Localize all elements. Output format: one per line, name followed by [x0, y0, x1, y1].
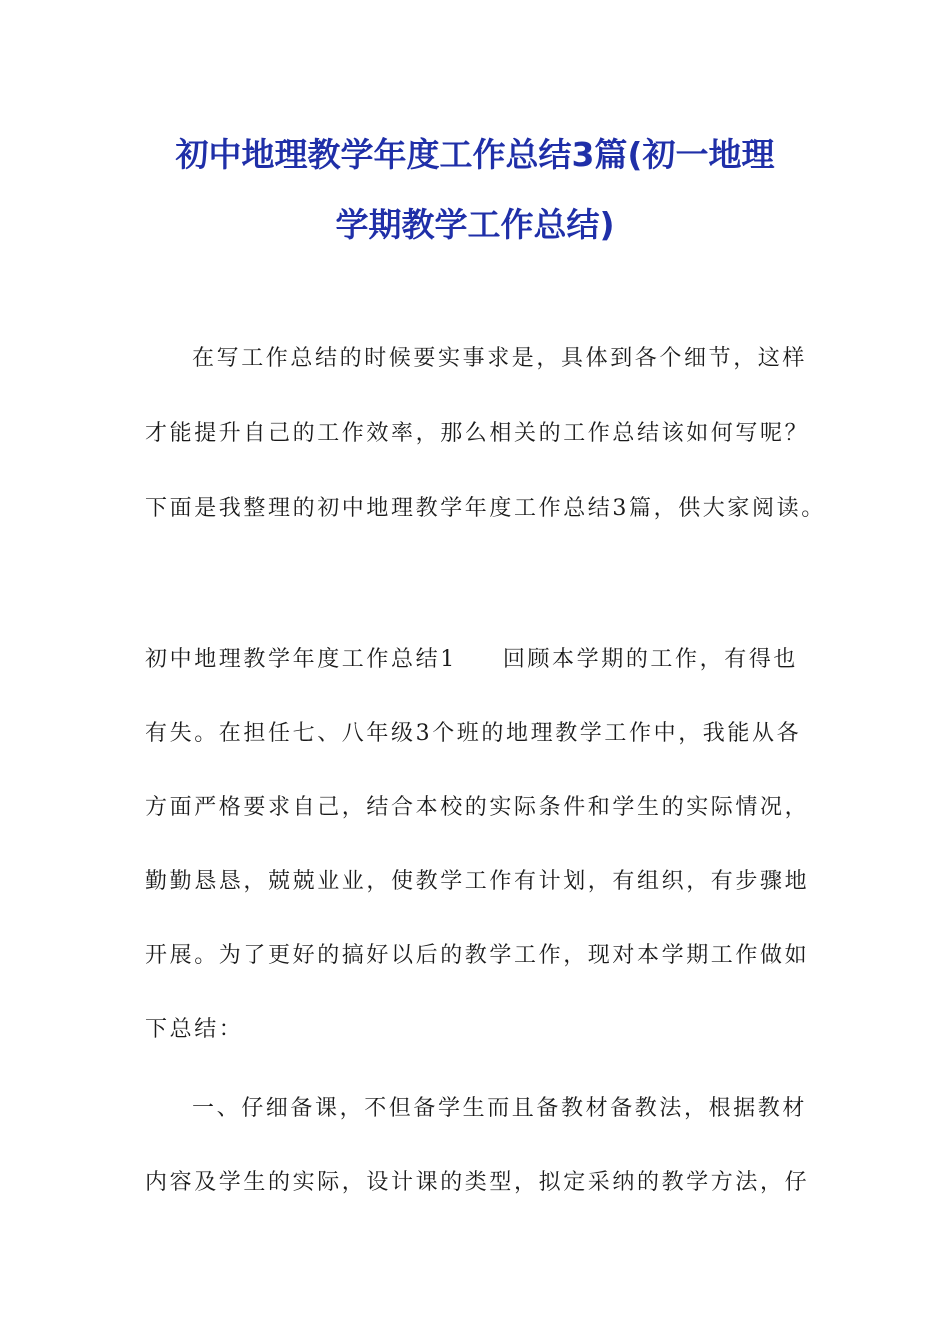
section-1-first-line-text: 回顾本学期的工作，有得也: [502, 647, 799, 672]
point-1-line-1: 一、仔细备课，不但备学生而且备教材备教法，根据教材: [192, 1096, 808, 1121]
point-1-line-2: 内容及学生的实际，设计课的类型，拟定采纳的教学方法，仔: [145, 1170, 810, 1195]
intro-paragraph-line-2: 才能提升自己的工作效率，那么相关的工作总结该如何写呢？: [145, 421, 810, 446]
section-1-heading: 初中地理教学年度工作总结1: [145, 647, 457, 672]
section-1-line-4: 勤勤恳恳，兢兢业业，使教学工作有计划，有组织，有步骤地: [145, 869, 810, 894]
section-1-line-2: 有失。在担任七、八年级3个班的地理教学工作中，我能从各: [145, 721, 802, 746]
section-1-line-3: 方面严格要求自己，结合本校的实际条件和学生的实际情况，: [145, 795, 810, 820]
intro-paragraph-line-3: 下面是我整理的初中地理教学年度工作总结3篇，供大家阅读。: [145, 496, 826, 521]
intro-paragraph-line-1: 在写工作总结的时候要实事求是，具体到各个细节，这样: [192, 346, 808, 371]
section-1-first-line: [145, 645, 805, 675]
document-title-line-2: 学期教学工作总结): [335, 205, 615, 244]
document-title-line-1: 初中地理教学年度工作总结3篇(初一地理: [175, 135, 775, 174]
section-1-line-5: 开展。为了更好的搞好以后的教学工作，现对本学期工作做如: [145, 943, 810, 968]
section-1-line-6: 下总结：: [145, 1017, 244, 1042]
